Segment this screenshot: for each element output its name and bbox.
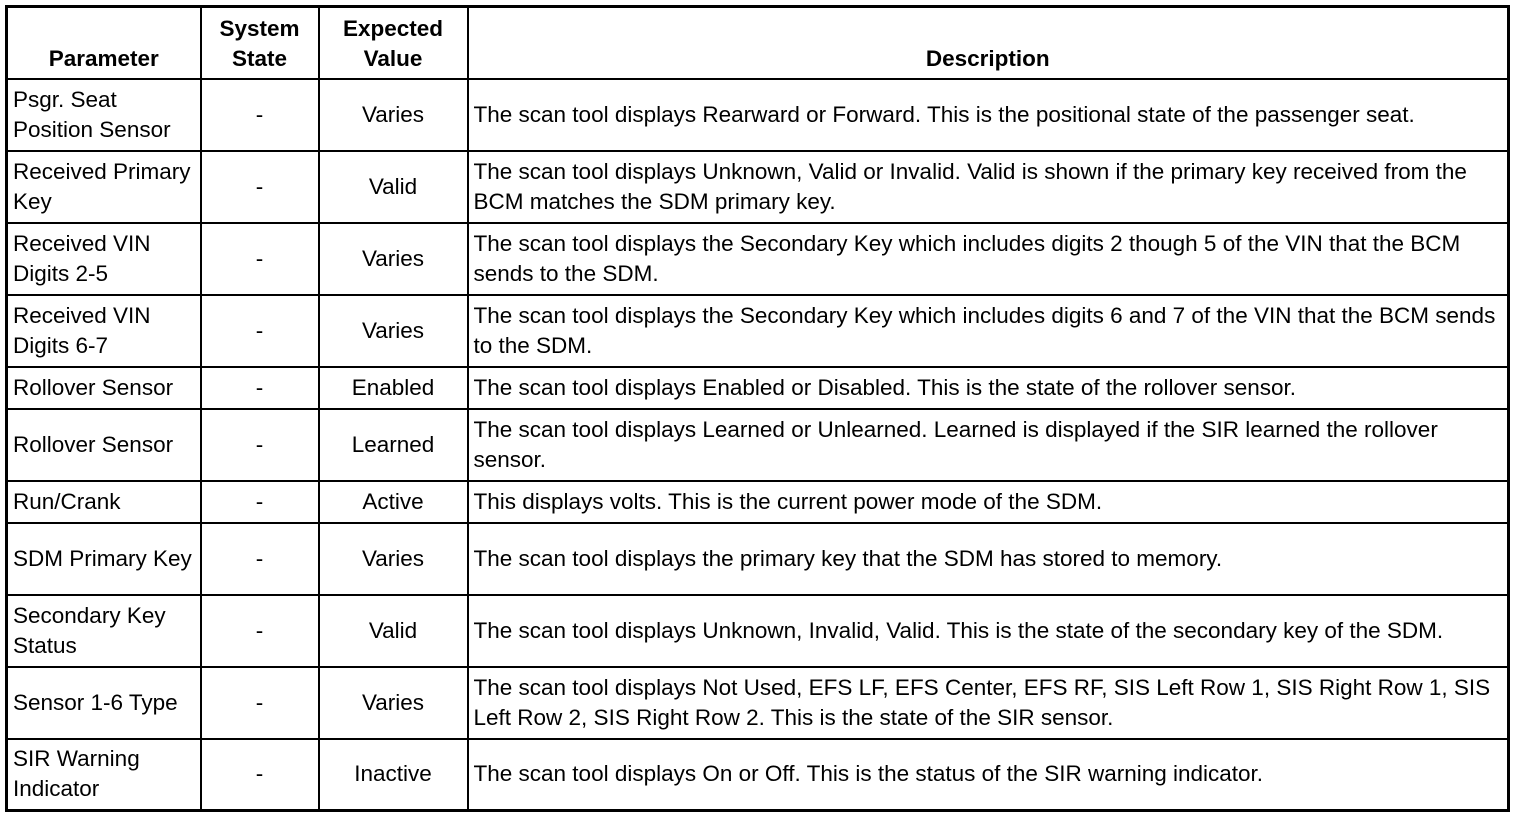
header-expected-value: Expected Value xyxy=(319,7,468,79)
cell-expected-value: Inactive xyxy=(319,739,468,811)
table-row xyxy=(7,79,1509,151)
cell-description: The scan tool displays the primary key that the SDM has stored to memory. xyxy=(468,523,1509,595)
table-body xyxy=(7,79,1509,811)
table-row xyxy=(7,409,1509,481)
cell-parameter: Received Primary Key xyxy=(7,151,201,223)
scan-tool-data-table xyxy=(5,5,1510,812)
cell-parameter: Received VIN Digits 6-7 xyxy=(7,295,201,367)
cell-system-state: - xyxy=(201,739,319,811)
cell-expected-value: Varies xyxy=(319,667,468,739)
cell-parameter: Psgr. Seat Position Sensor xyxy=(7,79,201,151)
table-row xyxy=(7,481,1509,523)
header-parameter: Parameter xyxy=(7,7,201,79)
cell-system-state: - xyxy=(201,79,319,151)
cell-description: The scan tool displays Rearward or Forward. This is the positional state of the passenger seat. xyxy=(468,79,1509,151)
cell-parameter: Secondary Key Status xyxy=(7,595,201,667)
cell-description: The scan tool displays the Secondary Key which includes digits 2 though 5 of the VIN that the BCM sends to the SDM. xyxy=(468,223,1509,295)
cell-expected-value: Varies xyxy=(319,79,468,151)
cell-description: The scan tool displays Not Used, EFS LF, EFS Center, EFS RF, SIS Left Row 1, SIS Right Row 1, SIS Left Row 2, SIS Right Row 2. This is the state of the SIR sensor. xyxy=(468,667,1509,739)
table-row xyxy=(7,367,1509,409)
cell-parameter: SDM Primary Key xyxy=(7,523,201,595)
cell-description: The scan tool displays the Secondary Key which includes digits 6 and 7 of the VIN that the BCM sends to the SDM. xyxy=(468,295,1509,367)
cell-parameter: Rollover Sensor xyxy=(7,367,201,409)
cell-system-state: - xyxy=(201,223,319,295)
cell-system-state: - xyxy=(201,295,319,367)
table-row xyxy=(7,739,1509,811)
table-row xyxy=(7,667,1509,739)
cell-system-state: - xyxy=(201,367,319,409)
cell-expected-value: Learned xyxy=(319,409,468,481)
cell-expected-value: Valid xyxy=(319,595,468,667)
cell-description: This displays volts. This is the current power mode of the SDM. xyxy=(468,481,1509,523)
cell-parameter: Rollover Sensor xyxy=(7,409,201,481)
table-row xyxy=(7,151,1509,223)
cell-system-state: - xyxy=(201,523,319,595)
cell-description: The scan tool displays Unknown, Valid or Invalid. Valid is shown if the primary key received from the BCM matches the SDM primary key. xyxy=(468,151,1509,223)
cell-expected-value: Varies xyxy=(319,295,468,367)
header-description: Description xyxy=(468,7,1509,79)
header-row xyxy=(7,7,1509,79)
table-row xyxy=(7,223,1509,295)
cell-system-state: - xyxy=(201,409,319,481)
cell-description: The scan tool displays Unknown, Invalid, Valid. This is the state of the secondary key of the SDM. xyxy=(468,595,1509,667)
cell-parameter: Run/Crank xyxy=(7,481,201,523)
header-system-state: System State xyxy=(201,7,319,79)
cell-expected-value: Varies xyxy=(319,223,468,295)
cell-expected-value: Valid xyxy=(319,151,468,223)
cell-parameter: Sensor 1-6 Type xyxy=(7,667,201,739)
cell-description: The scan tool displays Learned or Unlearned. Learned is displayed if the SIR learned the rollover sensor. xyxy=(468,409,1509,481)
cell-system-state: - xyxy=(201,481,319,523)
table-header xyxy=(7,7,1509,79)
cell-expected-value: Varies xyxy=(319,523,468,595)
cell-system-state: - xyxy=(201,595,319,667)
cell-system-state: - xyxy=(201,667,319,739)
cell-parameter: SIR Warning Indicator xyxy=(7,739,201,811)
table-row xyxy=(7,295,1509,367)
cell-description: The scan tool displays Enabled or Disabled. This is the state of the rollover sensor. xyxy=(468,367,1509,409)
cell-description: The scan tool displays On or Off. This is the status of the SIR warning indicator. xyxy=(468,739,1509,811)
cell-system-state: - xyxy=(201,151,319,223)
cell-parameter: Received VIN Digits 2-5 xyxy=(7,223,201,295)
table-row xyxy=(7,523,1509,595)
data-table-container xyxy=(5,5,1510,812)
table-row xyxy=(7,595,1509,667)
cell-expected-value: Enabled xyxy=(319,367,468,409)
cell-expected-value: Active xyxy=(319,481,468,523)
